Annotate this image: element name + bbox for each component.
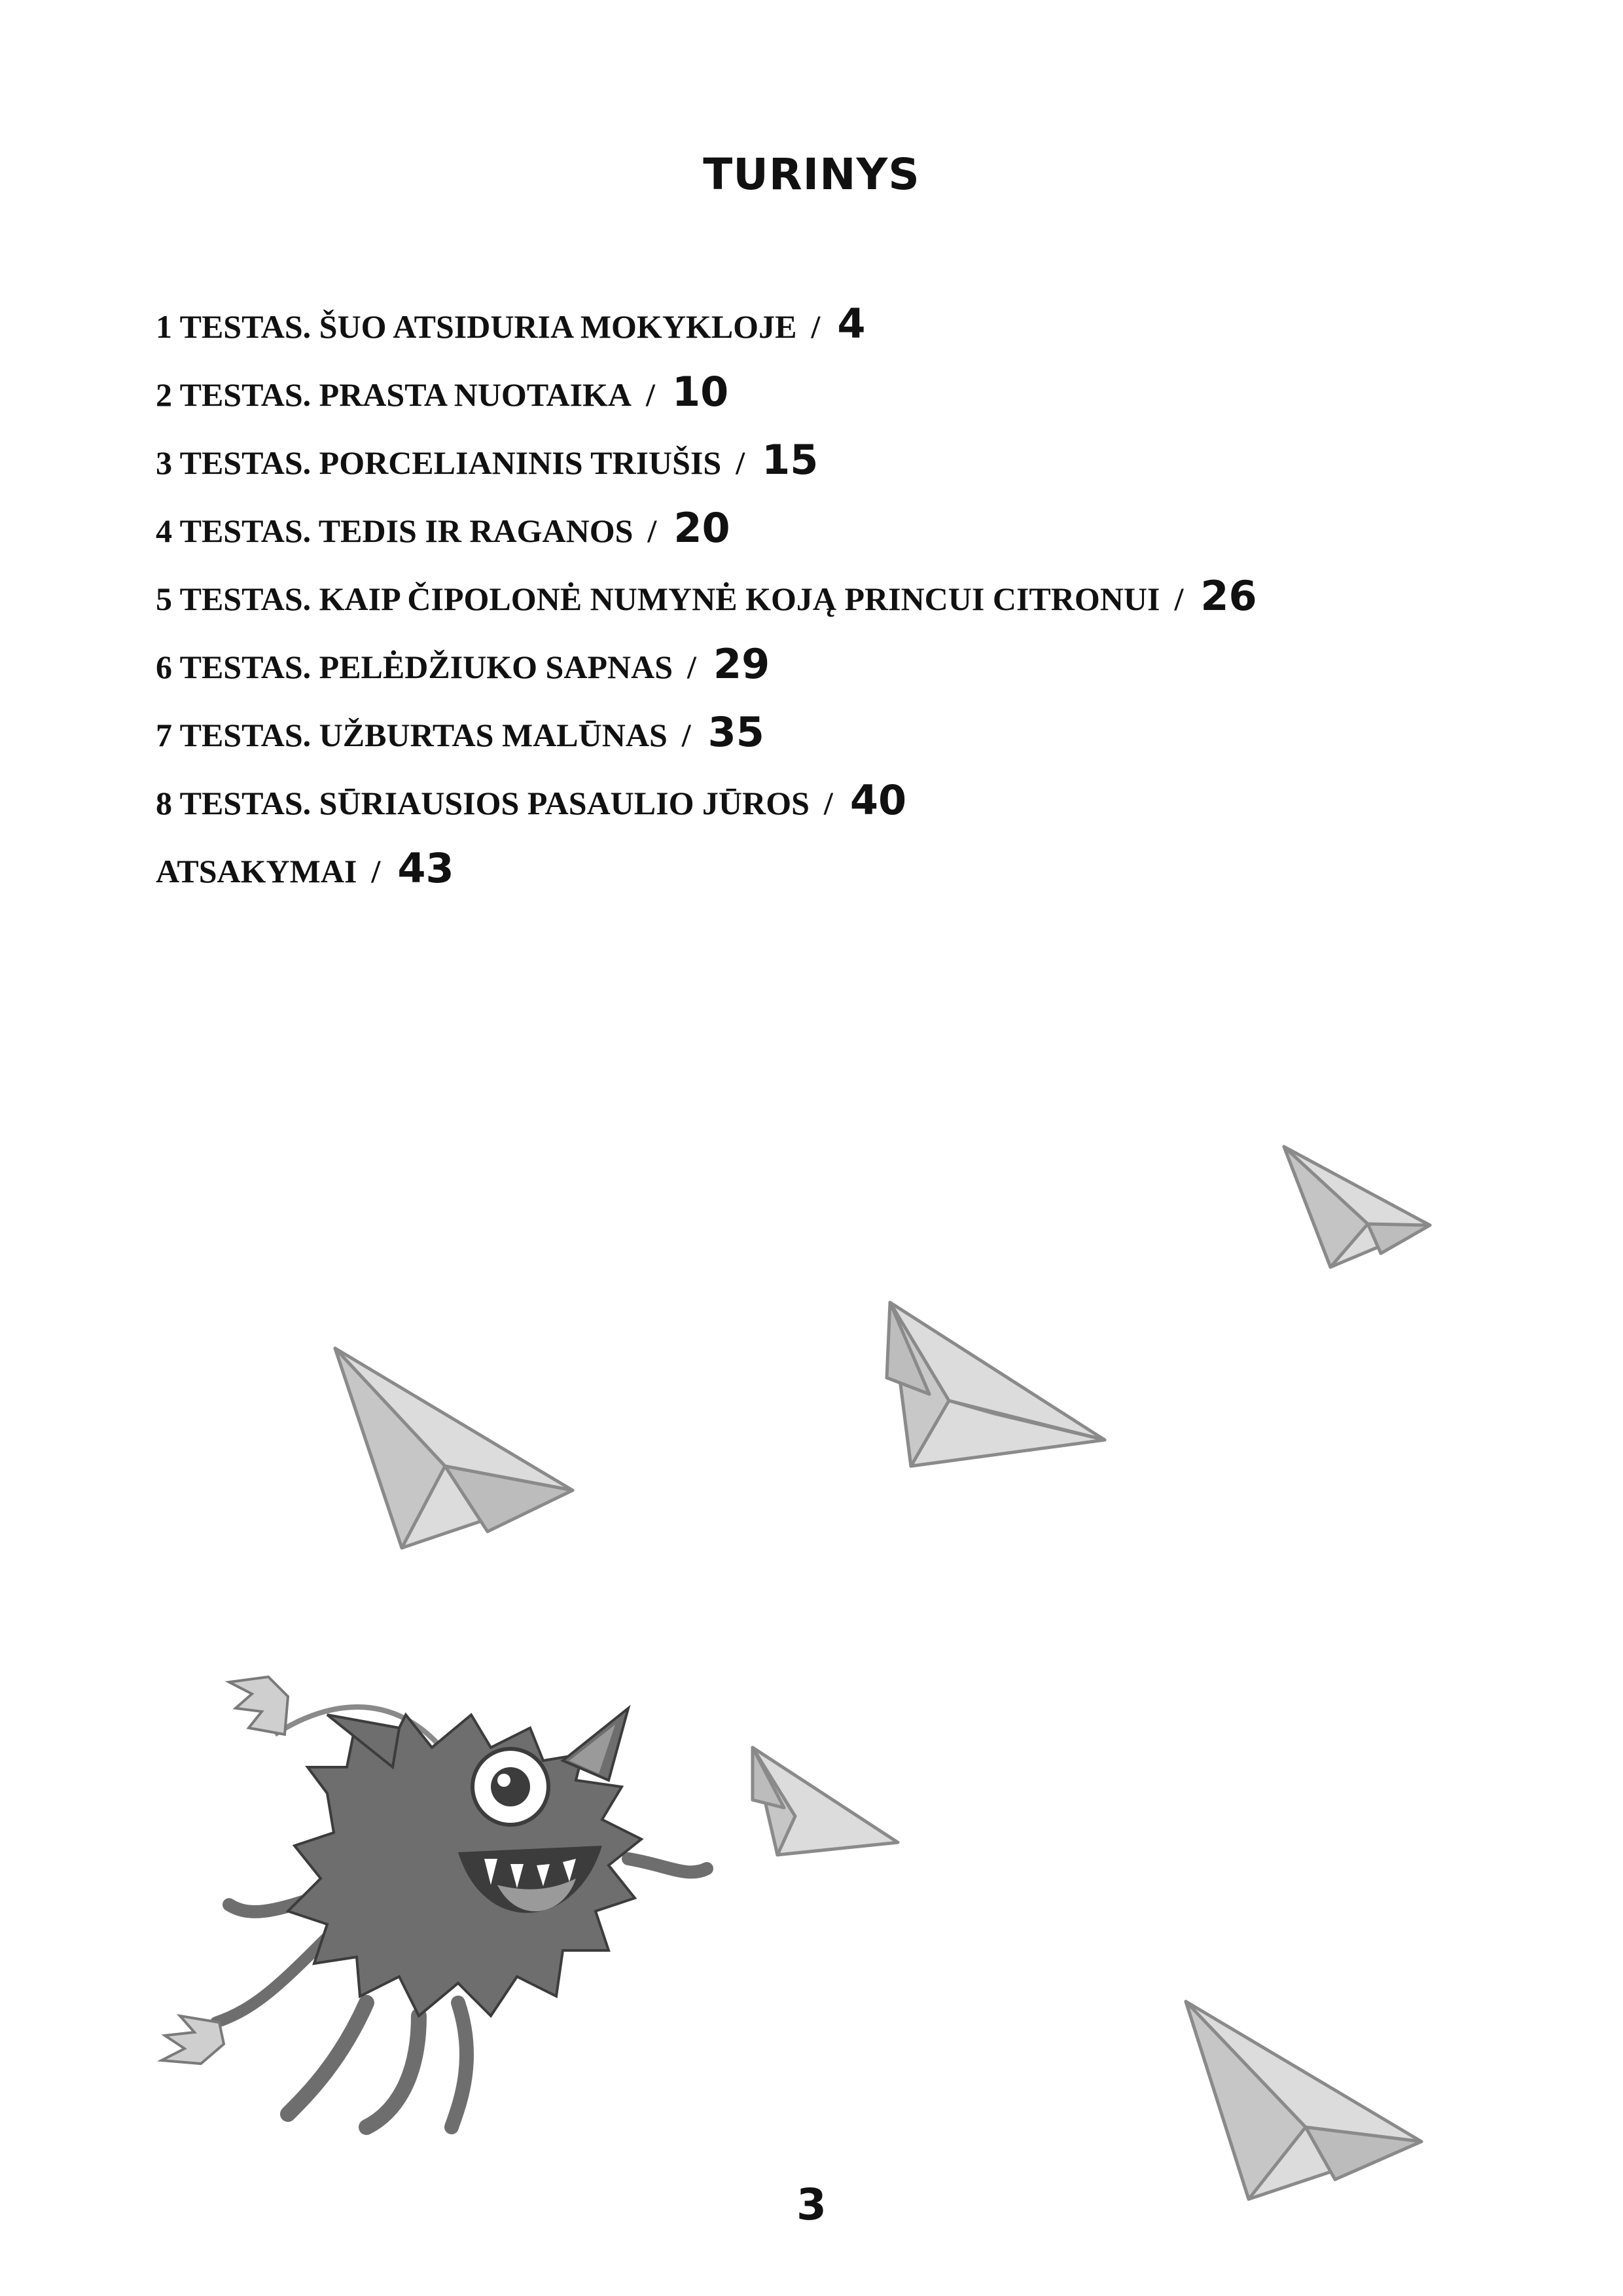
paper-plane-icon [1186, 2001, 1421, 2199]
toc-page-number: 43 [397, 844, 454, 892]
page-number: 3 [796, 2179, 827, 2230]
page-title: TURINYS [703, 149, 920, 200]
toc-entry-label: 8 TESTAS. SŪRIAUSIOS PASAULIO JŪROS [156, 785, 810, 821]
toc-separator: / [681, 717, 691, 753]
toc-page-number: 26 [1200, 572, 1257, 620]
one-eyed-monster-icon [162, 1677, 707, 2127]
toc-entry-label: 2 TESTAS. PRASTA NUOTAIKA [156, 376, 632, 413]
paper-plane-icon [335, 1348, 573, 1548]
toc-entry-label: ATSAKYMAI [156, 853, 357, 889]
toc-separator: / [646, 376, 655, 413]
toc-entry-label: 4 TESTAS. TEDIS IR RAGANOS [156, 512, 633, 549]
toc-page-number: 29 [713, 640, 770, 688]
toc-entry-label: 6 TESTAS. PELĖDŽIUKO SAPNAS [156, 649, 673, 685]
toc-page-number: 15 [762, 436, 819, 484]
toc-separator: / [371, 853, 381, 889]
toc-separator: / [736, 444, 745, 481]
toc-entry-label: 7 TESTAS. UŽBURTAS MALŪNAS [156, 717, 668, 753]
toc-page-number: 10 [671, 368, 729, 416]
toc-separator: / [1174, 581, 1184, 617]
toc-separator: / [811, 308, 821, 345]
toc-page-number: 20 [673, 504, 730, 552]
toc-separator: / [823, 785, 833, 821]
toc-entry-label: 5 TESTAS. KAIP ČIPOLONĖ NUMYNĖ KOJĄ PRINCUI CITRONUI [156, 581, 1160, 617]
toc-entry-label: 1 TESTAS. ŠUO ATSIDURIA MOKYKLOJE [156, 308, 797, 345]
toc-page-number: 35 [707, 708, 764, 756]
toc-page-number: 4 [837, 300, 866, 348]
toc-page-number: 40 [849, 776, 907, 824]
paper-plane-icon [753, 1748, 898, 1855]
paper-plane-icon [1284, 1147, 1430, 1267]
toc-separator: / [647, 512, 657, 549]
toc-separator: / [687, 649, 696, 685]
toc-entry-label: 3 TESTAS. PORCELIANINIS TRIUŠIS [156, 444, 722, 481]
paper-plane-icon [887, 1302, 1105, 1466]
